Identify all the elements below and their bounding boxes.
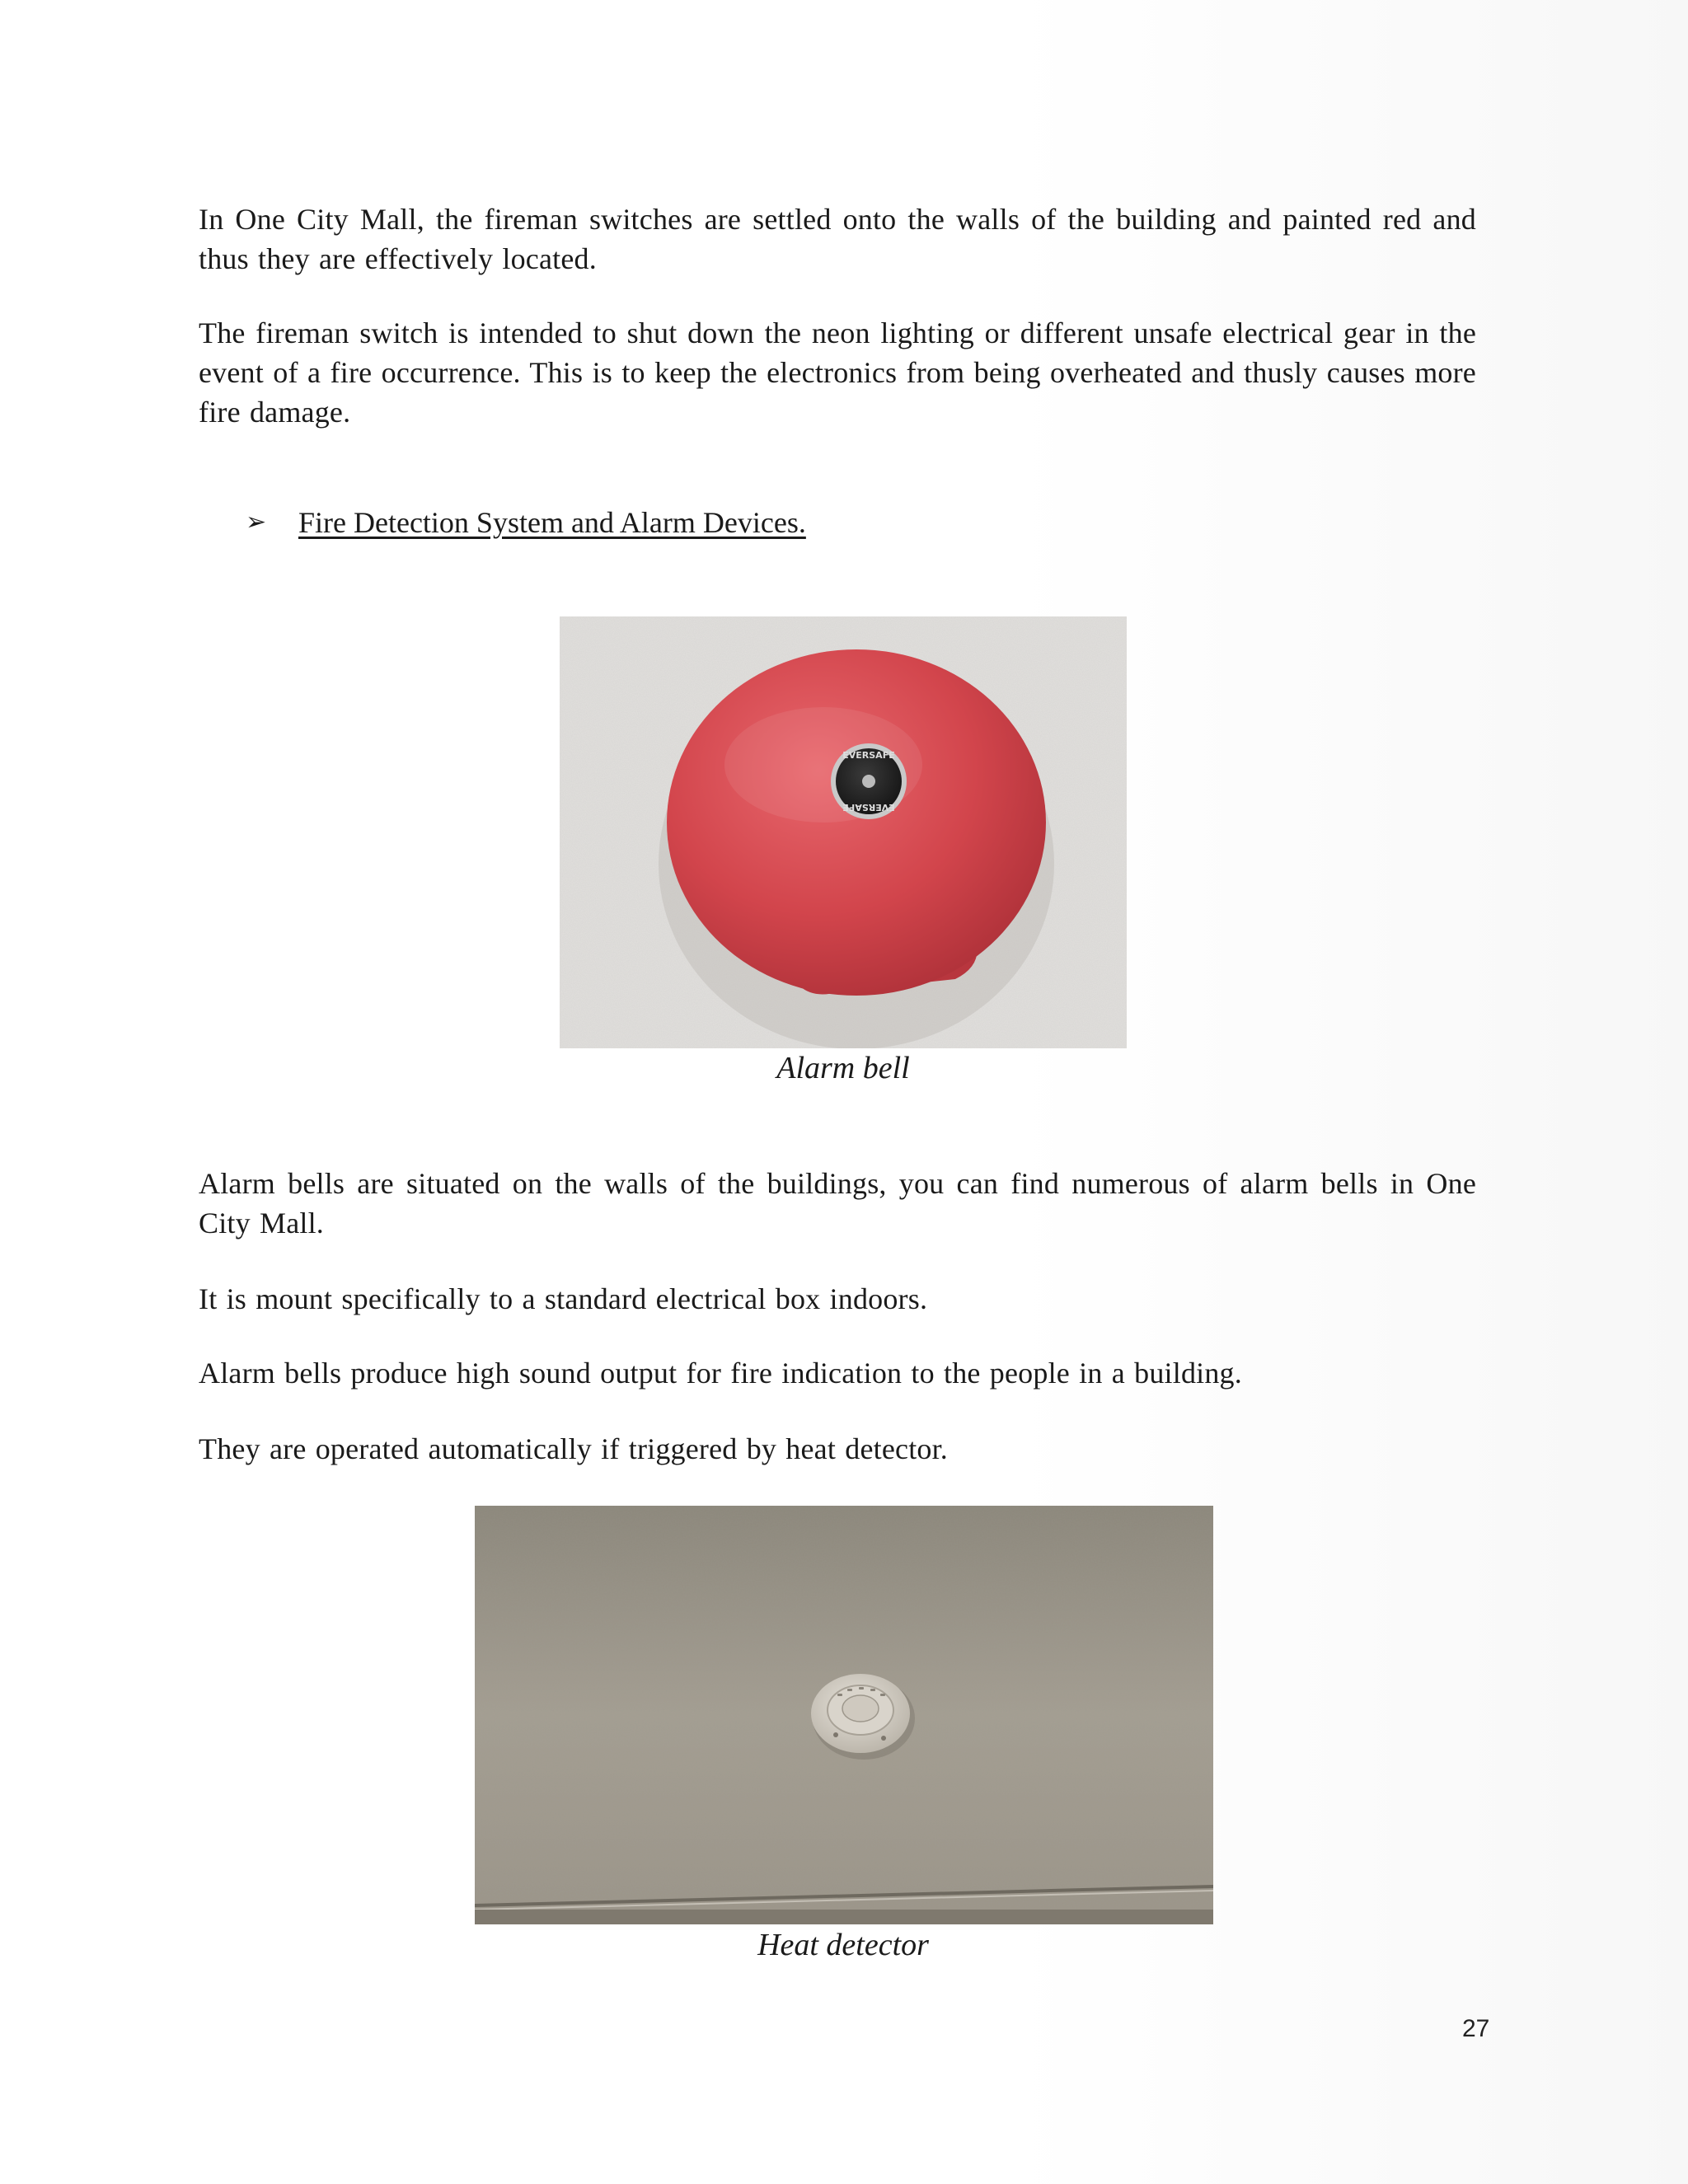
paragraph-alarm-bell-operation: They are operated automatically if triggered by heat detector. (199, 1432, 948, 1465)
arrow-bullet-icon: ➢ (246, 508, 267, 537)
paragraph-alarm-bell-mounting: It is mount specifically to a standard electrical box indoors. (199, 1282, 928, 1315)
section-heading (246, 503, 806, 542)
heat-detector-caption: Heat detector (757, 1928, 929, 1962)
bell-dome-shape (667, 649, 1046, 996)
alarm-bell-caption: Alarm bell (776, 1051, 910, 1085)
paragraph-alarm-bell-output: Alarm bells produce high sound output for fire indication to the people in a building. (199, 1357, 1242, 1390)
paragraph-fireman-switch-purpose: The fireman switch is intended to shut down the neon lighting or different unsafe electrical gear in the event of a fire occurrence. This is to keep the electronics from being overheated and thusly causes more fire damage. (199, 316, 1476, 429)
page-number: 27 (1462, 2015, 1490, 2042)
heat-detector-photo (475, 1506, 1213, 1924)
paragraph-fireman-switch-location: In One City Mall, the fireman switches are settled onto the walls of the building and painted red and thus they are effectively located. (199, 203, 1476, 275)
paragraph-alarm-bell-location: Alarm bells are situated on the walls of the buildings, you can find numerous of alarm bells in One City Mall. (199, 1167, 1476, 1240)
section-heading-text: Fire Detection System and Alarm Devices. (298, 506, 806, 539)
bell-badge-text: EVERSAFE (842, 750, 895, 761)
alarm-bell-photo (560, 616, 1127, 1048)
bell-badge-text-lower: EVERSAFE (842, 802, 895, 813)
